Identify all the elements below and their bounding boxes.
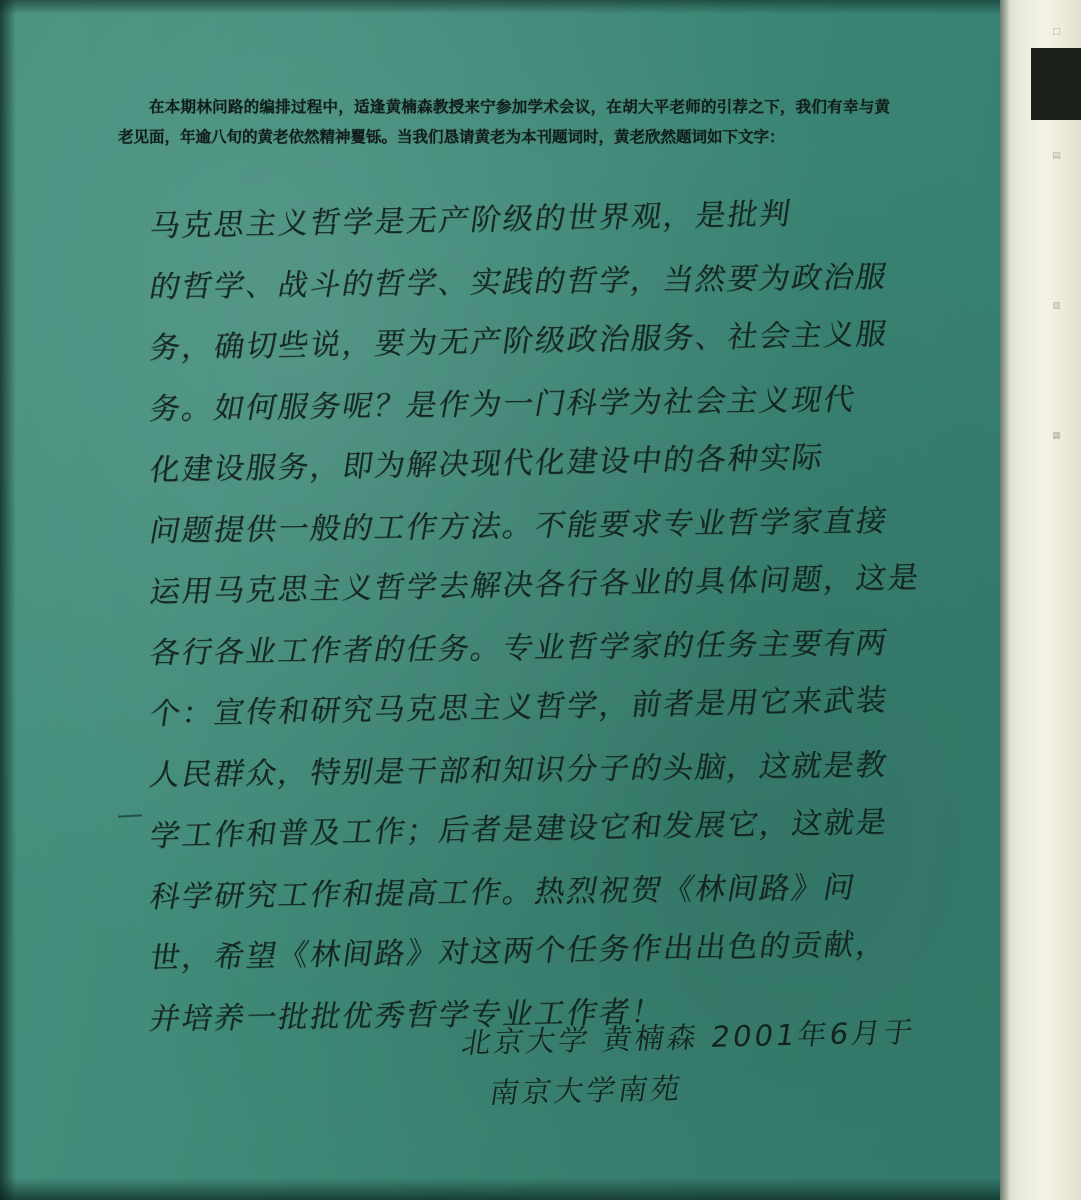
- handwriting-line: 运用马克思主义哲学去解决各行各业的具体问题，这是: [147, 560, 923, 610]
- handwriting-line: 的哲学、战斗的哲学、实践的哲学，当然要为政治服: [146, 259, 892, 305]
- adjacent-page-dark-block: [1031, 48, 1081, 120]
- handwriting-line: 科学研究工作和提高工作。热烈祝贺《林间路》问: [146, 870, 859, 915]
- stray-ink-mark: [118, 814, 142, 817]
- handwriting-line: 个：宣传和研究马克思主义哲学，前者是用它来武装: [147, 682, 891, 732]
- handwriting-line: 问题提供一般的工作方法。不能要求专业哲学家直接: [146, 503, 892, 549]
- handwriting-line: 并培养一批批优秀哲学专业工作者！: [146, 994, 667, 1037]
- adjacent-page-faint-text: ▦: [1052, 431, 1062, 441]
- signature-line-name-date: 北京大学 黄楠森 2001年6月于: [459, 1014, 919, 1060]
- signature-block: [459, 1014, 982, 1118]
- handwritten-inscription: [146, 196, 950, 1050]
- handwriting-line: 世，希望《林间路》对这两个任务作出出色的贡献，: [147, 926, 891, 976]
- handwriting-line: 马克思主义哲学是无产阶级的世界观，是批判: [147, 196, 795, 244]
- adjacent-page-edge: [1000, 0, 1081, 1200]
- signature-line-location: 南京大学南苑: [487, 1071, 686, 1110]
- handwriting-line: 务，确切些说，要为无产阶级政治服务、社会主义服: [147, 316, 891, 366]
- scan-edge-bottom: [0, 1178, 1000, 1200]
- handwriting-line: 人民群众，特别是干部和知识分子的头脑，这就是教: [146, 747, 892, 793]
- adjacent-page-faint-text: □: [1052, 27, 1062, 37]
- handwriting-line: 务。如何服务呢？是作为一门科学为社会主义现代: [146, 382, 859, 427]
- adjacent-page-faint-text: ▥: [1052, 301, 1062, 311]
- intro-paragraph: 在本期林问路的编排过程中，适逢黄楠森教授来宁参加学术会议，在胡大平老师的引荐之下，我们有幸与黄老见面，年逾八旬的黄老依然精神矍铄。当我们恳请黄老为本刊题词时，黄老欣然题词如下文字：: [118, 98, 890, 146]
- adjacent-page-faint-text: ▤: [1052, 151, 1062, 161]
- handwriting-line: 学工作和普及工作；后者是建设它和发展它，这就是: [147, 804, 891, 854]
- page-gutter-shadow: [1000, 0, 1010, 1200]
- handwriting-line: 各行各业工作者的任务。专业哲学家的任务主要有两: [146, 625, 892, 671]
- scan-edge-top: [0, 0, 1000, 14]
- handwriting-line: 化建设服务，即为解决现代化建设中的各种实际: [147, 440, 827, 488]
- scan-edge-left: [0, 0, 16, 1200]
